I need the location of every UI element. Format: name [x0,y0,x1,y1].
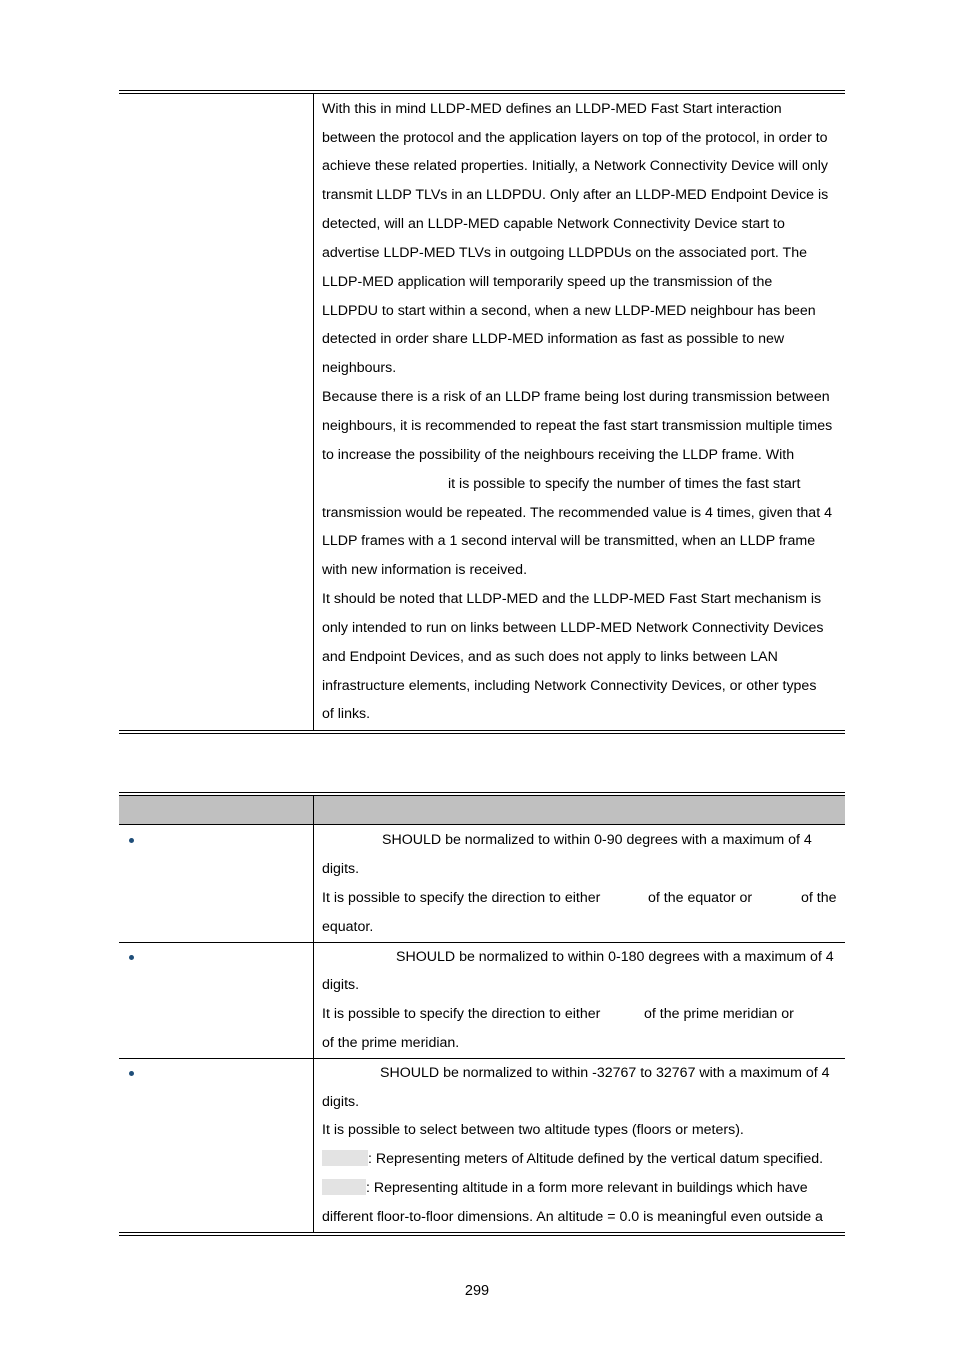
body-text-line: It is possible to specify the direction to either [322,890,601,906]
table-bottom-rule [119,1235,845,1236]
bullet-icon [129,838,134,843]
body-text-line: different floor-to-floor dimensions. An altitude = 0.0 is meaningful even outside a [322,1209,823,1225]
fast-start-table [119,90,845,735]
body-text-line: neighbours. [322,360,397,376]
body-text-line: with new information is received. [322,562,528,578]
table-top-rule [119,792,845,793]
body-text-line: SHOULD be normalized to within 0-90 degrees with a maximum of 4 [382,832,812,848]
body-text-line: of the prime meridian or [644,1006,794,1022]
table-header [119,795,845,824]
body-text-line: With this in mind LLDP-MED defines an LLDP-MED Fast Start interaction [322,101,782,117]
body-text-line: digits. [322,1094,360,1110]
floors-text: : Representing altitude in a form more relevant in buildings which have [366,1180,808,1196]
body-text-line: it is possible to specify the number of times the fast start [448,476,801,492]
body-text-line: digits. [322,977,360,993]
meters-text: : Representing meters of Altitude defined by the vertical datum specified. [368,1151,824,1167]
highlight-swatch [322,1150,368,1166]
body-text-line: to increase the possibility of the neighbours receiving the LLDP frame. With [322,447,795,463]
table-top-rule-inner [119,795,845,796]
table-bottom-rule-inner [119,730,845,731]
meters-definition [322,1150,823,1168]
location-table [119,792,845,1238]
body-text-line: neighbours, it is recommended to repeat the fast start transmission multiple times [322,418,833,434]
body-text-line: SHOULD be normalized to within 0-180 degrees with a maximum of 4 [396,949,834,965]
body-text-line: equator. [322,919,374,935]
table-top-rule [119,90,845,91]
body-text-line: of the equator or [648,890,753,906]
row-divider [119,942,845,943]
body-text-line: LLDPDU to start within a second, when a new LLDP-MED neighbour has been [322,303,816,319]
body-text-line: It should be noted that LLDP-MED and the LLDP-MED Fast Start mechanism is [322,591,822,607]
table-bottom-rule-inner [119,1232,845,1233]
body-text-line: of the prime meridian. [322,1035,460,1051]
body-text-line: between the protocol and the application layers on top of the protocol, in order to [322,130,828,146]
body-text-line: only intended to run on links between LLDP-MED Network Connectivity Devices [322,620,824,636]
column-divider [313,93,314,730]
column-divider [313,795,314,1232]
table-top-rule-inner [119,93,845,94]
body-text-line: LLDP-MED application will temporarily speed up the transmission of the [322,274,773,290]
body-text-line: achieve these related properties. Initially, a Network Connectivity Device will only [322,158,828,174]
row-divider [119,1058,845,1059]
body-text-line: of the [801,890,837,906]
body-text-line: advertise LLDP-MED TLVs in outgoing LLDPDUs on the associated port. The [322,245,807,261]
body-text-line: transmit LLDP TLVs in an LLDPDU. Only after an LLDP-MED Endpoint Device is [322,187,829,203]
body-text-line: It is possible to specify the direction to either [322,1006,601,1022]
body-text-line: It is possible to select between two altitude types (floors or meters). [322,1122,744,1138]
body-text-line: of links. [322,706,371,722]
body-text-line: and Endpoint Devices, and as such does not apply to links between LAN [322,649,778,665]
body-text-line: transmission would be repeated. The recommended value is 4 times, given that 4 [322,505,832,521]
body-text-line: infrastructure elements, including Network Connectivity Devices, or other types [322,678,817,694]
floors-definition [322,1179,808,1197]
table-bottom-rule [119,733,845,734]
body-text-line: SHOULD be normalized to within -32767 to 32767 with a maximum of 4 [380,1065,830,1081]
bullet-icon [129,955,134,960]
page-number: 299 [464,1283,490,1299]
body-text-line: detected in order share LLDP-MED information as fast as possible to new [322,331,785,347]
bullet-icon [129,1071,134,1076]
body-text-line: Because there is a risk of an LLDP frame being lost during transmission between [322,389,830,405]
body-text-line: digits. [322,861,360,877]
body-text-line: detected, will an LLDP-MED capable Network Connectivity Device start to [322,216,785,232]
body-text-line: LLDP frames with a 1 second interval will be transmitted, when an LLDP frame [322,533,816,549]
header-bottom-rule [119,824,845,825]
highlight-swatch [322,1179,366,1195]
